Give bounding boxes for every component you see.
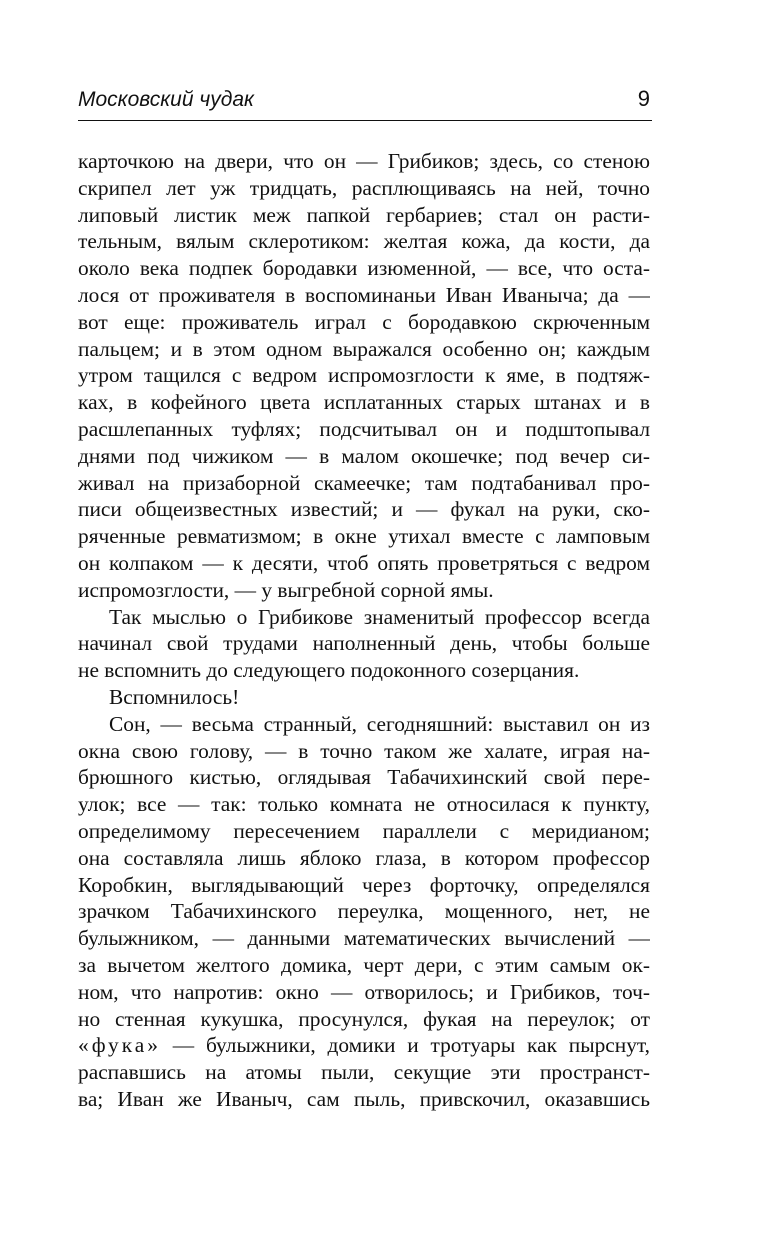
text-line: около века подпек бородавки изюменной, — все, что оста- xyxy=(78,256,650,281)
text-line: начинал свой трудами наполненный день, чтобы больше xyxy=(78,631,650,656)
text-line: булыжником, — данными математических вычислений — xyxy=(78,926,650,951)
text-line: за вычетом желтого домика, черт дери, с этим самым ок- xyxy=(78,952,650,977)
running-title: Московский чудак xyxy=(78,88,254,111)
text-line: ках, в кофейного цвета исплатанных старых штанах и в xyxy=(78,390,650,415)
text-line: ва; Иван же Иваныч, сам пыль, привскочил, оказавшись xyxy=(78,1086,650,1111)
text-line: она составляла лишь яблоко глаза, в котором профессор xyxy=(78,845,650,870)
text-line: вот еще: проживатель играл с бородавкою скрюченным xyxy=(78,309,650,334)
text-line: брюшного кистью, оглядывая Табачихинский свой пере- xyxy=(78,765,650,790)
text-line: карточкою на двери, что он — Грибиков; здесь, со стеною xyxy=(78,149,650,173)
text-line: лося от проживателя в воспоминаньи Иван Иваныча; да — xyxy=(78,282,650,307)
text-line: пальцем; и в этом одном выражался особенно он; каждым xyxy=(78,336,650,361)
text-line: улок; все — так: только комната не относилася к пункту, xyxy=(78,792,650,817)
paragraph-start-line: Вспомнилось! xyxy=(109,684,240,709)
text-line: испромозглости, — у выгребной сорной ямы. xyxy=(78,577,494,602)
text-line xyxy=(78,1032,650,1059)
text-line: ряченные ревматизмом; в окне утихал вместе с ламповым xyxy=(78,524,650,549)
paragraph-start-line: Так мыслью о Грибикове знаменитый профессор всегда xyxy=(109,604,650,629)
text-line-remainder: — булыжники, домики и тротуары как пырснут, xyxy=(172,1033,650,1058)
text-line: липовый листик меж папкой гербариев; стал он расти- xyxy=(78,202,650,227)
text-line: Коробкин, выглядывающий через форточку, определялся xyxy=(78,872,650,897)
text-line: живал на призаборной скамеечке; там подтабанивал про- xyxy=(78,470,650,495)
text-line: днями под чижиком — в малом окошечке; под вечер си- xyxy=(78,443,650,468)
text-line: тельным, вялым склеротиком: желтая кожа, да кости, да xyxy=(78,229,650,254)
text-line: но стенная кукушка, просунулся, фукая на переулок; от xyxy=(78,1006,650,1031)
text-line: зрачком Табачихинского переулка, мощенного, нет, не xyxy=(78,899,650,924)
running-header xyxy=(78,86,652,121)
page-number: 9 xyxy=(637,86,650,111)
body-text xyxy=(78,148,650,1113)
spaced-word: «фука» xyxy=(78,1033,161,1058)
text-line: распавшись на атомы пыли, секущие эти пространст- xyxy=(78,1060,650,1085)
text-line: он колпаком — к десяти, чтоб опять проветряться с ведром xyxy=(78,550,650,575)
text-line: утром тащился с ведром испромозглости к яме, в подтяж- xyxy=(78,363,650,388)
text-line: ном, что напротив: окно — отворилось; и Грибиков, точ- xyxy=(78,979,650,1004)
text-line: расшлепанных туфлях; подсчитывал он и подштопывал xyxy=(78,416,650,441)
text-line: не вспомнить до следующего подоконного созерцания. xyxy=(78,658,580,683)
text-line: окна свою голову, — в точно таком же халате, играя на- xyxy=(78,738,650,763)
text-line: определимому пересечением параллели с меридианом; xyxy=(78,818,650,843)
text-line: писи общеизвестных известий; и — фукал на руки, ско- xyxy=(78,497,650,522)
paragraph-start-line: Сон, — весьма странный, сегодняшний: выставил он из xyxy=(109,711,650,736)
text-line: скрипел лет уж тридцать, расплющиваясь на ней, точно xyxy=(78,175,650,200)
